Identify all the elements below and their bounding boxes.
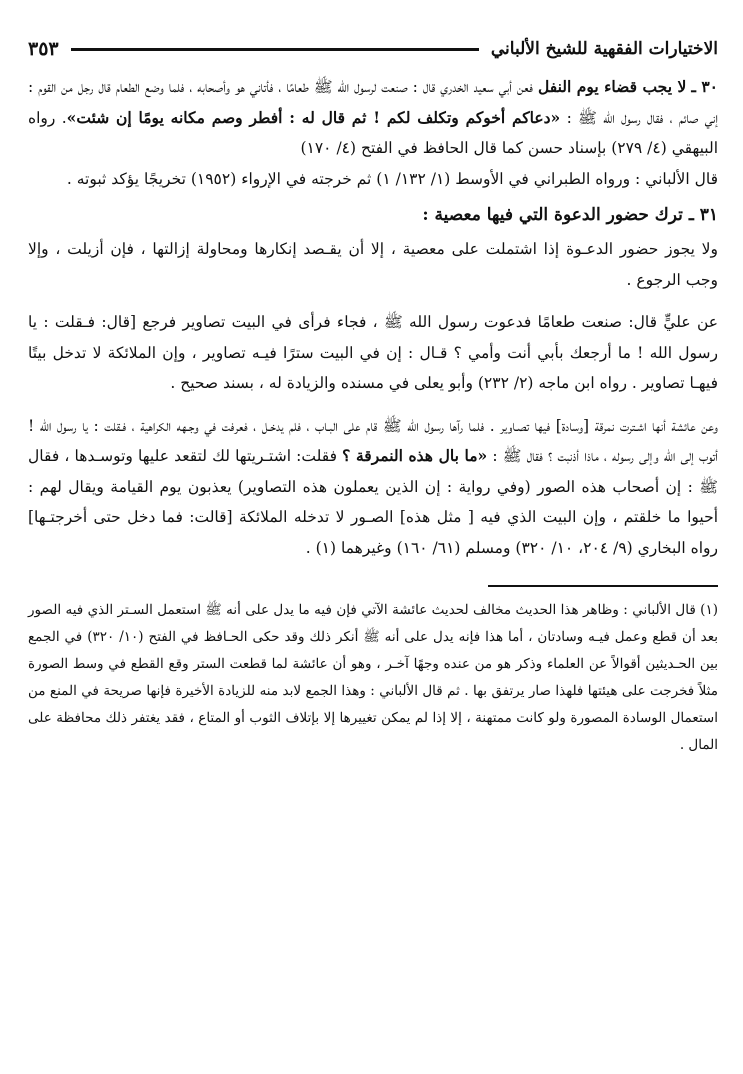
section-30-number: ٣٠ ـ — [691, 77, 719, 96]
section-31-ali-hadith: عن عليٍّ قال: صنعت طعامًا فدعوت رسول الله ﷺ ، فجاء فرأى في البيت تصاوير فرجع [قال: فـقلت : يا رسول الله ! ما أرجعك بأبي أنت وأمي ؟ قـال : إن في البيت سترًا فيـه تصاوير ، وإن الملائكة لا تدخل بيتًا فيهـا تصاوير . رواه ابن ماجه (٢/ ٢٣٢) وأبو يعلى في مسنده والزيادة له ، بسند صحيح . — [28, 313, 718, 392]
section-30-source: . رواه البيهقي (٤/ ٢٧٩) بإسناد حسن كما قال الحافظ في الفتح (٤/ ١٧٠) — [28, 108, 718, 157]
page-number: ٣٥٣ — [28, 38, 59, 60]
section-30-paragraph — [28, 72, 718, 164]
section-31-intro: ولا يجوز حضور الدعـوة إذا اشتملت على معصية ، إلا أن يقـصد إنكارها ومحاولة إزالتها ، فإن أزيلت ، وإلا وجب الرجوع . — [28, 240, 718, 289]
footnote-separator — [488, 585, 718, 587]
book-page — [28, 32, 718, 1052]
section-31-aisha-hadith — [28, 411, 718, 564]
aisha-hadith-quote: «ما بال هذه النمرقة ؟ — [342, 446, 488, 465]
footnote-1: (١) قال الألباني : وظاهر هذا الحديث مخالف لحديث عائشة الآتي فإن فيه ما يدل على أنه ﷺ استعمل السـتر الذي فيه الصور بعد أن قطع وعمل فيـه وسادتان ، أما هذا فإنه يدل على أنه ﷺ أنكر ذلك وقد حكى الحـافظ في الفتح (١٠/ ٣٢٠) في الجمع بين الحـديثين أقوالاً عن العلماء وذكر هو من عنده وجهًا آخـر ، وهو أن عائشة لما قطعت الستر وقع القطع في وسط الصورة مثلاً فخرجت على هيئتها فلهذا صار يرتفق بها . ثم قال الألباني : وهذا الجمع لابد منه للزيادة الأخيرة فإنها صريحة في المنع من استعمال الوسادة المصورة ولو كانت ممتهنة ، إلا إذا لم يمكن تغييرها إلا بإتلاف الثوب أو المتاع ، فقد يغتفر ذلك محافظة على المال . — [28, 601, 719, 753]
section-30-albani-note: قال الألباني : ورواه الطبراني في الأوسط (١/ ١٣٢/ ١) ثم خرجته في الإرواء (١٩٥٢) تخريجًا يؤكد ثبوته . — [66, 169, 718, 188]
section-30-title: لا يجب قضاء يوم النفل — [537, 77, 687, 96]
header-rule — [71, 48, 479, 51]
running-header — [28, 32, 718, 66]
aisha-hadith-part-2: فقلت: اشتـريتها لك لتقعد عليها وتوسـدها ، فقال ﷺ : إن أصحاب هذه الصور (وفي رواية : إن الذين يعملون هذه التصاوير) يعذبون يوم القيامة ويقال لهم : أحيوا ما خلقتم ، وإن البيت الذي فيه [ مثل هذه] الصـور لا تدخله الملائكة [قالت: فما دخل حتى أخرجتـها] رواه البخاري (٩/ ٢٠٤، ١٠/ ٣٢٠) ومسلم (٦١/ ١٦٠) وغيرهما (١) . — [28, 447, 718, 557]
section-30-quote: «دعاكم أخوكم وتكلف لكم ! ثم قال له : أفطر وصم مكانه يومًا إن شئت» — [66, 107, 561, 127]
section-31-heading: ٣١ ـ ترك حضور الدعوة التي فيها معصية : — [422, 205, 718, 225]
aisha-hadith-part-1: وعن عائشة أنها اشـترت نمرقة [وسادة] فيها تصـاوير . فلما رآها رسول الله ﷺ قام على البـاب ، فلم يدخـل ، فعرفت في وجـهه الكراهية ، فـقلت : يا رسول الله ! أتوب إلى الله وإلى رسوله ، ماذا أذنبت ؟ فقال ﷺ : — [28, 416, 718, 465]
section-30-text: فعن أبي سعيد الخدري قال : صنعت لرسول الله ﷺ طعامًا ، فأتاني هو وأصحابه ، فلما وضع الطعام قال رجل من القوم : إني صائم ، فقال رسول الله ﷺ : — [28, 78, 719, 127]
book-title: الاختيارات الفقهية للشيخ الألباني — [490, 39, 718, 59]
